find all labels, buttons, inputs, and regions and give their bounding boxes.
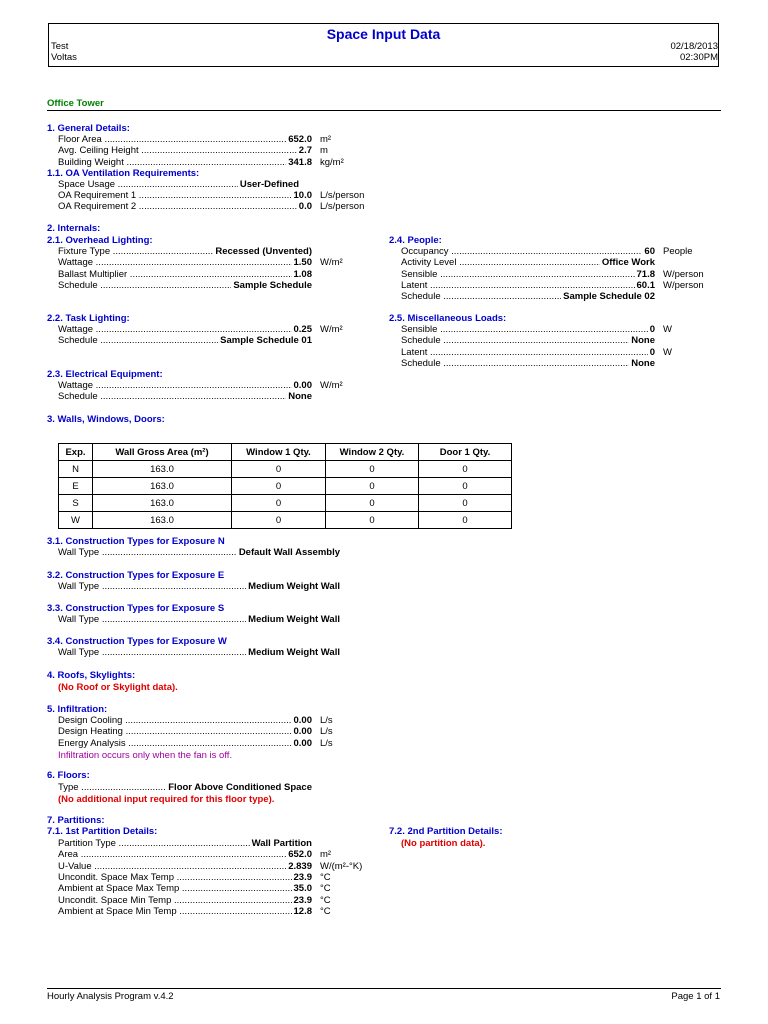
data-row	[401, 246, 693, 257]
table-cell: 0	[419, 461, 512, 478]
row-label: OA Requirement 1 .....	[58, 190, 312, 201]
table-row	[59, 495, 512, 512]
row-value: 0	[649, 346, 655, 358]
table-row	[59, 461, 512, 478]
table-cell: 0	[326, 478, 419, 495]
table-cell: W	[59, 512, 93, 529]
col-wall-area: Wall Gross Area (m²)	[93, 444, 232, 461]
row-label: Schedule .....	[58, 391, 312, 402]
row-label: Ballast Multiplier .....	[58, 269, 312, 280]
row-label: Uncondit. Space Max Temp .....	[58, 872, 312, 883]
row-label: Activity Level .....	[401, 257, 655, 268]
overhead-lighting-heading: 2.1. Overhead Lighting:	[47, 235, 153, 246]
table-cell: 0	[232, 478, 326, 495]
row-unit: L/s	[320, 726, 333, 738]
row-value: 60	[644, 246, 655, 257]
construction-heading: 3.2. Construction Types for Exposure E	[47, 570, 225, 581]
general-heading: 1. General Details:	[47, 123, 130, 134]
row-value: 12.8	[293, 905, 312, 917]
row-value: 0.25	[293, 324, 312, 335]
data-row	[58, 782, 312, 793]
table-cell: S	[59, 495, 93, 512]
infiltration-heading: 5. Infiltration:	[47, 704, 108, 715]
row-unit: m	[320, 145, 328, 157]
row-unit: °C	[320, 905, 331, 917]
roofs-note: (No Roof or Skylight data).	[58, 682, 178, 693]
data-row	[58, 894, 331, 906]
construction-heading: 3.3. Construction Types for Exposure S	[47, 603, 225, 614]
row-value: 652.0	[288, 849, 312, 861]
row-label: U-Value .....	[58, 861, 312, 872]
row-value: Sample Schedule 02	[563, 291, 655, 303]
row-label: OA Requirement 2 .....	[58, 201, 312, 212]
data-row	[58, 871, 331, 883]
row-label: Type .....	[58, 782, 312, 793]
row-label: Schedule .....	[401, 335, 655, 346]
row-value: 2.7	[298, 145, 312, 157]
data-row	[58, 335, 312, 346]
internals-heading: 2. Internals:	[47, 223, 101, 234]
row-unit: W/m²	[320, 324, 343, 335]
data-row	[58, 581, 340, 592]
row-label: Floor Area .....	[58, 134, 312, 145]
row-unit: W/person	[663, 268, 704, 280]
table-cell: 0	[326, 495, 419, 512]
misc-loads-heading: 2.5. Miscellaneous Loads:	[389, 313, 507, 324]
table-cell: 0	[232, 495, 326, 512]
row-unit: W/m²	[320, 380, 343, 391]
row-label: Wall Type .....	[58, 614, 340, 625]
walls-table	[58, 443, 512, 529]
row-value: Office Work	[601, 257, 655, 269]
row-label: Design Cooling .....	[58, 715, 312, 726]
data-row	[58, 134, 332, 145]
row-value: None	[288, 391, 312, 403]
construction-heading: 3.1. Construction Types for Exposure N	[47, 536, 225, 547]
row-label: Wall Type .....	[58, 647, 340, 658]
row-unit: L/s	[320, 715, 333, 726]
data-row	[58, 838, 312, 849]
row-label: Latent .....	[401, 347, 655, 358]
data-row	[401, 279, 704, 291]
row-label: Wattage .....	[58, 257, 312, 268]
table-cell: 0	[419, 478, 512, 495]
row-label: Partition Type .....	[58, 838, 312, 849]
data-row	[58, 715, 333, 726]
row-unit: People	[663, 246, 693, 257]
row-value: 2.839	[288, 860, 312, 872]
row-value: None	[631, 335, 655, 347]
company-name: Voltas	[51, 52, 77, 63]
data-row	[401, 358, 655, 369]
row-value: Recessed (Unvented)	[215, 246, 312, 257]
row-unit: W	[663, 324, 672, 335]
row-unit: L/s/person	[320, 201, 365, 213]
row-value: 71.8	[636, 268, 655, 280]
program-version: Hourly Analysis Program v.4.2	[47, 991, 174, 1002]
people-heading: 2.4. People:	[389, 235, 442, 246]
row-value: 652.0	[288, 134, 312, 145]
table-cell: 163.0	[93, 461, 232, 478]
data-row	[58, 201, 365, 213]
data-row	[401, 291, 655, 302]
table-cell: N	[59, 461, 93, 478]
data-row	[58, 726, 333, 738]
table-cell: 163.0	[93, 495, 232, 512]
data-row	[401, 335, 655, 346]
row-unit: W/(m²-°K)	[320, 860, 363, 872]
row-label: Wall Type .....	[58, 547, 340, 558]
row-label: Schedule .....	[401, 358, 655, 369]
roofs-heading: 4. Roofs, Skylights:	[47, 670, 136, 681]
row-value: Default Wall Assembly	[238, 547, 340, 558]
data-row	[58, 614, 340, 625]
row-unit: L/s	[320, 737, 333, 749]
report-header	[48, 23, 719, 67]
data-row	[58, 905, 331, 917]
divider	[47, 110, 721, 111]
row-label: Schedule .....	[401, 291, 655, 302]
electrical-heading: 2.3. Electrical Equipment:	[47, 369, 163, 380]
data-row	[58, 280, 312, 291]
row-unit: W/person	[663, 279, 704, 291]
row-value: Sample Schedule	[233, 279, 312, 291]
row-label: Sensible .....	[401, 324, 655, 335]
data-row	[401, 346, 672, 358]
floors-heading: 6. Floors:	[47, 770, 90, 781]
report-title: Space Input Data	[326, 26, 441, 42]
table-cell: 0	[419, 512, 512, 529]
col-window1: Window 1 Qty.	[232, 444, 326, 461]
project-name: Test	[51, 41, 69, 52]
infiltration-note: Infiltration occurs only when the fan is off.	[58, 750, 233, 761]
row-unit: W/m²	[320, 257, 343, 269]
partition1-heading: 7.1. 1st Partition Details:	[47, 826, 158, 837]
data-row	[58, 257, 343, 269]
data-row	[401, 268, 704, 280]
row-label: Uncondit. Space Min Temp .....	[58, 895, 312, 906]
row-value: 0.00	[293, 726, 312, 738]
col-door1: Door 1 Qty.	[419, 444, 512, 461]
report-time: 02:30PM	[679, 52, 718, 63]
table-cell: 0	[419, 495, 512, 512]
data-row	[58, 849, 332, 861]
row-unit: °C	[320, 883, 331, 895]
row-label: Latent .....	[401, 280, 655, 291]
row-value: 23.9	[293, 871, 312, 883]
row-value: Medium Weight Wall	[248, 647, 340, 658]
data-row	[58, 380, 343, 391]
table-row	[59, 478, 512, 495]
footer-divider	[47, 988, 721, 989]
row-unit: °C	[320, 894, 331, 906]
walls-heading: 3. Walls, Windows, Doors:	[47, 414, 165, 425]
table-cell: 0	[232, 512, 326, 529]
row-label: Area .....	[58, 849, 312, 860]
row-unit: m²	[320, 849, 332, 861]
construction-heading: 3.4. Construction Types for Exposure W	[47, 636, 227, 647]
table-cell: 0	[326, 461, 419, 478]
row-label: Wattage .....	[58, 324, 312, 335]
space-name: Office Tower	[47, 98, 104, 109]
row-value: Wall Partition	[251, 838, 312, 849]
partitions-heading: 7. Partitions:	[47, 815, 105, 826]
row-label: Energy Analysis .....	[58, 738, 312, 749]
row-value: User-Defined	[239, 179, 299, 190]
table-cell: 163.0	[93, 478, 232, 495]
row-unit: °C	[320, 871, 331, 883]
row-label: Building Weight .....	[58, 157, 312, 168]
table-cell: 0	[232, 461, 326, 478]
data-row	[58, 737, 333, 749]
row-value: 10.0	[293, 190, 312, 201]
row-unit: m²	[320, 134, 332, 145]
row-value: 0.00	[293, 737, 312, 749]
page-number: Page 1 of 1	[671, 991, 720, 1002]
table-cell: 163.0	[93, 512, 232, 529]
row-label: Space Usage .....	[58, 179, 299, 190]
report-date: 02/18/2013	[670, 41, 718, 52]
row-unit: kg/m²	[320, 156, 344, 168]
data-row	[58, 246, 312, 257]
row-value: 35.0	[293, 883, 312, 895]
col-exp: Exp.	[59, 444, 93, 461]
row-value: 0	[649, 324, 655, 335]
row-unit: W	[663, 346, 672, 358]
row-value: Medium Weight Wall	[248, 614, 340, 625]
row-value: 0.0	[298, 201, 312, 213]
row-label: Avg. Ceiling Height .....	[58, 145, 312, 156]
data-row	[58, 190, 365, 201]
row-value: None	[631, 357, 655, 369]
row-label: Ambient at Space Max Temp .....	[58, 883, 312, 894]
row-value: 341.8	[288, 156, 312, 168]
data-row	[58, 391, 312, 402]
floors-note: (No additional input required for this floor type).	[58, 794, 275, 805]
data-row	[58, 547, 340, 558]
data-row	[401, 324, 672, 335]
col-window2: Window 2 Qty.	[326, 444, 419, 461]
row-value: 0.00	[293, 715, 312, 726]
row-value: 0.00	[293, 380, 312, 391]
row-label: Design Heating .....	[58, 726, 312, 737]
oa-heading: 1.1. OA Ventilation Requirements:	[47, 168, 200, 179]
row-label: Occupancy .....	[401, 246, 655, 257]
data-row	[58, 883, 331, 895]
row-value: 23.9	[293, 894, 312, 906]
task-lighting-heading: 2.2. Task Lighting:	[47, 313, 130, 324]
row-value: Floor Above Conditioned Space	[168, 782, 312, 793]
data-row	[58, 324, 343, 335]
data-row	[58, 269, 312, 280]
row-value: Medium Weight Wall	[248, 581, 340, 592]
row-label: Ambient at Space Min Temp .....	[58, 906, 312, 917]
row-value: 60.1	[636, 279, 655, 291]
data-row	[58, 145, 328, 157]
data-row	[58, 647, 340, 658]
row-label: Schedule .....	[58, 335, 312, 346]
row-value: 1.08	[293, 268, 312, 280]
data-row	[58, 179, 299, 190]
row-label: Schedule .....	[58, 280, 312, 291]
data-row	[58, 860, 363, 872]
partition2-note: (No partition data).	[401, 838, 486, 849]
data-row	[401, 257, 655, 268]
row-value: 1.50	[293, 257, 312, 269]
row-label: Sensible .....	[401, 269, 655, 280]
row-label: Wall Type .....	[58, 581, 340, 592]
table-cell: E	[59, 478, 93, 495]
partition2-heading: 7.2. 2nd Partition Details:	[389, 826, 503, 837]
row-unit: L/s/person	[320, 190, 365, 201]
row-label: Fixture Type .....	[58, 246, 312, 257]
data-row	[58, 156, 344, 168]
row-label: Wattage .....	[58, 380, 312, 391]
table-row	[59, 512, 512, 529]
table-cell: 0	[326, 512, 419, 529]
row-value: Sample Schedule 01	[220, 335, 312, 347]
